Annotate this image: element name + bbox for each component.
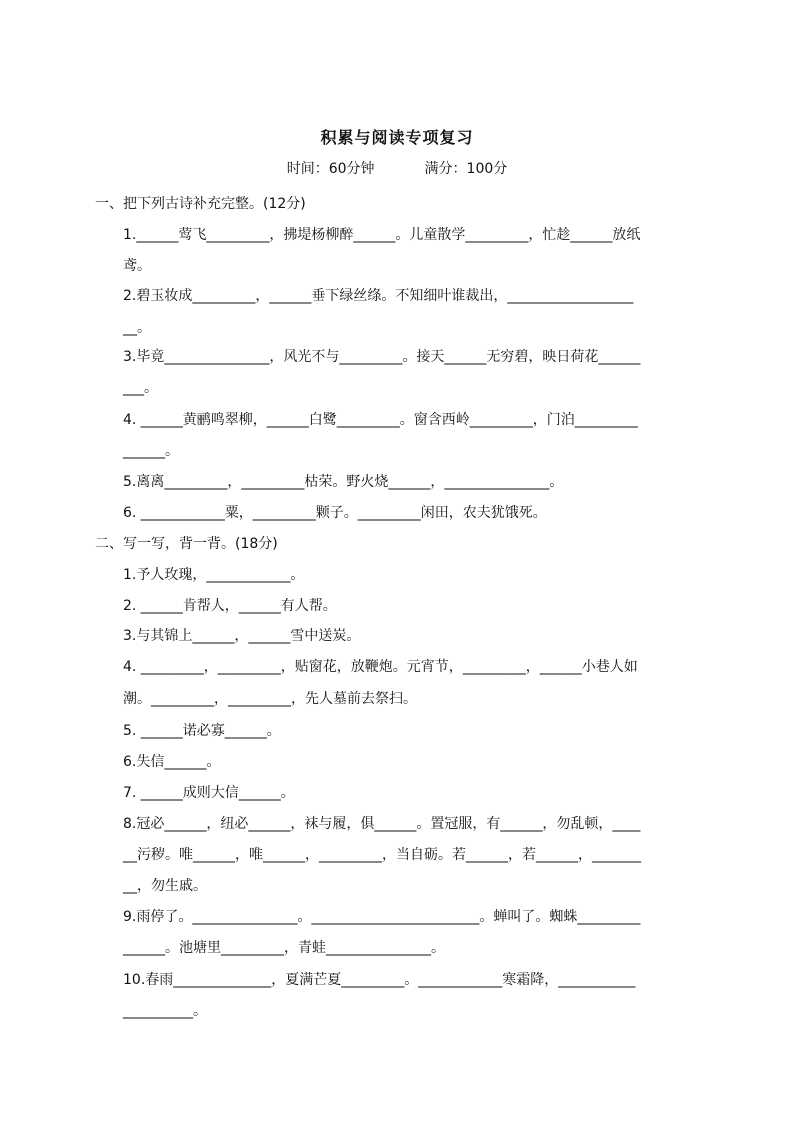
section-2-line: __污秽。唯______，唯______，_________，当自砺。若______，若______，_______: [123, 847, 641, 863]
section-2-line: __，勿生戚。: [123, 878, 207, 894]
section-1-line: 鸢。: [123, 258, 151, 274]
section-2-line: 8.冠必______，纽必______，袜与履，俱______。置冠服，有______，勿乱顿，____: [123, 816, 641, 832]
exam-score: 满分：100分: [424, 161, 508, 177]
section-1-line: ___。: [123, 380, 158, 396]
section-1-line: 2.碧玉妆成_________，______垂下绿丝绦。不知细叶谁裁出，__________________: [123, 288, 634, 304]
section-1-line: __。: [123, 320, 151, 336]
section-1-line: 3.毕竟_______________，风光不与_________。接天______无穷碧，映日荷花______: [123, 349, 641, 365]
section-2-line: 9.雨停了。_______________。________________________。蝉叫了。蜘蛛_________: [123, 909, 641, 925]
section-2-line: __________。: [123, 1003, 207, 1019]
section-2-line: 6.失信______。: [123, 754, 221, 770]
section-2-line: 10.春雨______________，夏满芒夏_________。____________寒霜降，___________: [123, 972, 636, 988]
section-1-line: ______。: [123, 443, 179, 459]
section-1-line: 5.离离_________，_________枯荣。野火烧______，_______________。: [123, 474, 564, 490]
section-2-line: 7. ______成则大信______。: [123, 785, 295, 801]
section-2-heading: 二、写一写，背一背。(18分): [95, 536, 278, 552]
section-2-line: 4. _________，_________，贴窗花，放鞭炮。元宵节，_________，______小巷人如: [123, 659, 638, 675]
section-2-line: 2. ______肯帮人，______有人帮。: [123, 598, 337, 614]
section-2-line: 3.与其锦上______，______雪中送炭。: [123, 628, 361, 644]
section-1-heading: 一、把下列古诗补充完整。(12分): [95, 196, 306, 212]
section-2-line: 1.予人玫瑰，____________。: [123, 567, 305, 583]
section-1-line: 1.______莺飞_________，拂堤杨柳醉______。儿童散学_________，忙趁______放纸: [123, 227, 641, 243]
section-2-line: 潮。_________，_________，先人墓前去祭扫。: [123, 691, 417, 707]
section-2-line: ______。池塘里_________，青蛙_______________。: [123, 940, 445, 956]
exam-time: 时间：60分钟: [286, 161, 375, 177]
exam-meta: [0, 158, 794, 178]
section-1-line: 4. ______黄鹂鸣翠柳，______白鹭_________。窗含西岭_________，门泊_________: [123, 412, 638, 428]
page-title: 积累与阅读专项复习: [320, 128, 474, 147]
section-1-line: 6. ____________粟，_________颗子。_________闲田，农夫犹饿死。: [123, 505, 547, 521]
section-2-line: 5. ______诺必寡______。: [123, 723, 281, 739]
